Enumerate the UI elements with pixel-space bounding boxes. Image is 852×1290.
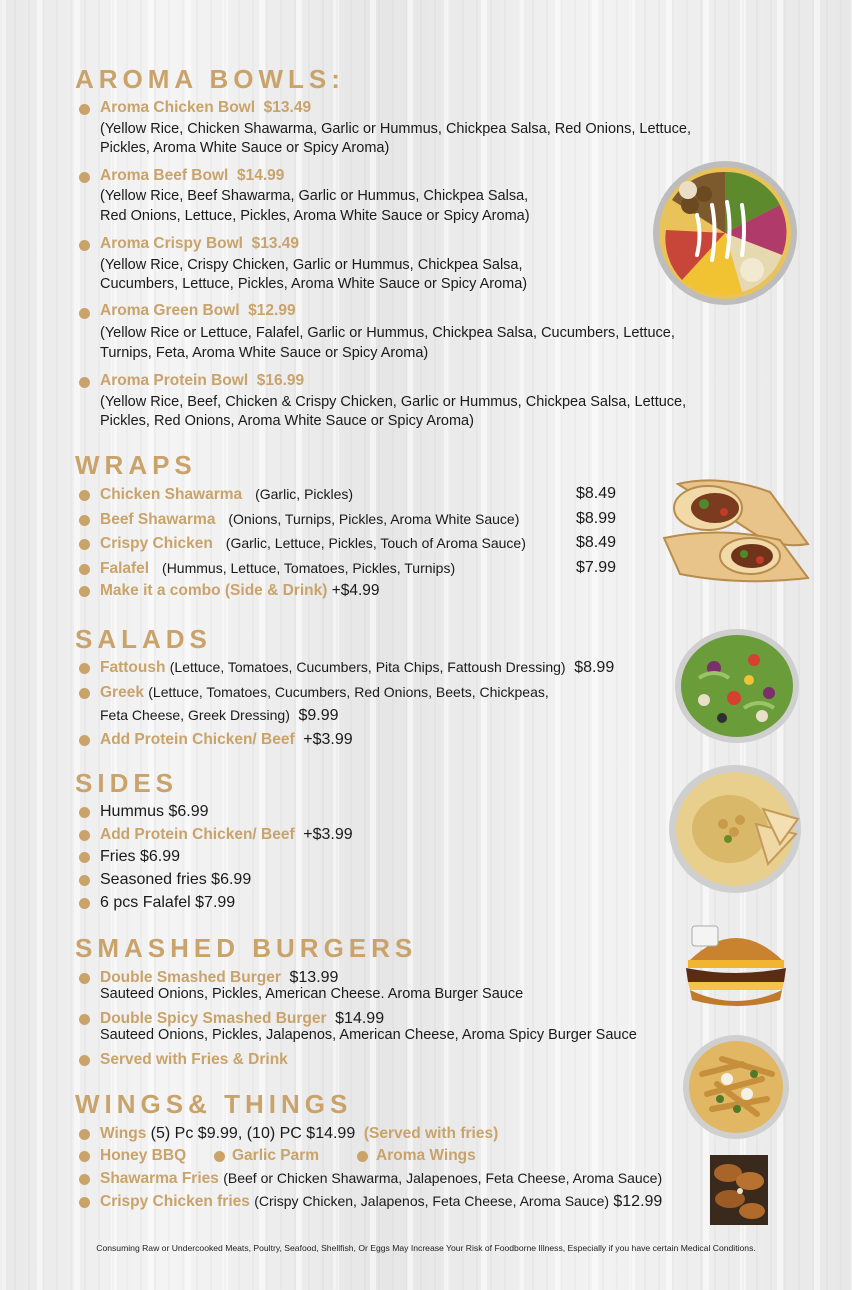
item-price: $13.49 [251,235,300,252]
item-price: $14.99 [236,167,285,184]
flavor-garlic-parm: Garlic Parm [232,1147,320,1164]
bullet-icon [79,1014,90,1025]
item-name: Aroma Chicken Bowl [100,99,256,116]
item-name: Aroma Protein Bowl [100,372,249,389]
item-price: +$4.99 [331,582,380,599]
bullet-icon [79,875,90,886]
bullet-icon [79,830,90,841]
bullet-icon [79,172,90,183]
bowl-photo [652,160,798,306]
bullet-icon [79,539,90,550]
item-name: Falafel [100,560,150,577]
item-text: Hummus $6.99 [100,803,209,820]
section-heading-wings: WINGS& THINGS [75,1089,353,1119]
item-price: $8.49 [576,485,617,502]
bullet-icon [79,688,90,699]
item-price: $9.99 [298,707,339,724]
item-desc: (Yellow Rice, Beef, Chicken & Crispy Chicken, Garlic or Hummus, Chickpea Salsa, Lettuce, [100,394,687,410]
item-desc: (Yellow Rice, Beef Shawarma, Garlic or Hummus, Chickpea Salsa, [100,188,529,204]
bullet-icon [79,240,90,251]
bullet-icon [79,663,90,674]
item-name: Crispy Chicken [100,535,213,552]
section-heading-sides: SIDES [75,768,179,798]
salad-photo [674,628,800,744]
bullet-icon [79,898,90,909]
item-desc: Feta Cheese, Greek Dressing) [100,707,290,723]
item-text: (5) Pc $9.99, (10) PC $14.99 [150,1125,356,1142]
item-name: Served with Fries & Drink [100,1051,288,1068]
section-heading-burgers: SMASHED BURGERS [75,933,418,963]
section-heading-bowls: AROMA BOWLS: [75,64,345,94]
fries-photo [682,1034,790,1140]
item-name: Aroma Crispy Bowl [100,235,243,252]
item-desc: (Lettuce, Tomatoes, Cucumbers, Red Onions, Beets, Chickpeas, [148,684,549,700]
item-price: $13.99 [289,969,339,986]
item-desc: Pickles, Aroma White Sauce or Spicy Aroma) [100,140,390,156]
item-price: $16.99 [256,372,305,389]
item-name: Beef Shawarma [100,511,216,528]
item-price: +$3.99 [303,731,353,748]
item-desc: (Garlic, Lettuce, Pickles, Touch of Aroma Sauce) [225,535,526,551]
item-text: 6 pcs Falafel $7.99 [100,894,236,911]
wings-photo [710,1155,768,1225]
item-desc: Sauteed Onions, Pickles, American Cheese. Aroma Burger Sauce [100,986,524,1002]
section-heading-salads: SALADS [75,624,212,654]
bullet-icon [79,807,90,818]
item-name: Wings [100,1125,147,1142]
item-desc: Turnips, Feta, Aroma White Sauce or Spicy Aroma) [100,345,429,361]
disclaimer-text: Consuming Raw or Undercooked Meats, Poultry, Seafood, Shellfish, Or Eggs May Increase Your Risk of Foodborne Illness, Especially if you have certain Medical Conditions. [96,1243,756,1253]
item-desc: Pickles, Red Onions, Aroma White Sauce or Spicy Aroma) [100,413,474,429]
item-desc: (Crispy Chicken, Jalapenos, Feta Cheese, Aroma Sauce) [254,1193,610,1209]
item-name: Add Protein Chicken/ Beef [100,826,295,843]
hummus-photo [668,764,802,894]
item-name: Shawarma Fries [100,1170,219,1187]
item-desc: (Beef or Chicken Shawarma, Jalapenoes, Feta Cheese, Aroma Sauce) [223,1170,663,1186]
burger-photo [684,920,788,1010]
bullet-icon [79,852,90,863]
item-text: Fries $6.99 [100,848,181,865]
section-heading-wraps: WRAPS [75,450,197,480]
item-name: Aroma Beef Bowl [100,167,229,184]
item-text: Seasoned fries $6.99 [100,871,252,888]
item-name: Make it a combo (Side & Drink) [100,582,328,599]
item-price: $14.99 [335,1010,385,1027]
item-name: Chicken Shawarma [100,486,243,503]
bullet-icon [79,308,90,319]
item-desc: (Lettuce, Tomatoes, Cucumbers, Pita Chips, Fattoush Dressing) [169,659,566,675]
flavor-honey-bbq: Honey BBQ [100,1147,187,1164]
bullet-icon [79,735,90,746]
item-desc: Sauteed Onions, Pickles, Jalapenos, American Cheese, Aroma Spicy Burger Sauce [100,1027,637,1043]
bullet-icon [79,564,90,575]
item-note: (Served with fries) [363,1125,499,1142]
bullet-icon [79,1129,90,1140]
item-desc: (Onions, Turnips, Pickles, Aroma White Sauce) [228,511,520,527]
item-desc: (Yellow Rice, Crispy Chicken, Garlic or Hummus, Chickpea Salsa, [100,257,523,273]
item-desc: Cucumbers, Lettuce, Pickles, Aroma White Sauce or Spicy Aroma) [100,276,528,292]
item-name: Crispy Chicken fries [100,1193,250,1210]
bullet-icon [79,515,90,526]
item-desc: (Yellow Rice or Lettuce, Falafel, Garlic or Hummus, Chickpea Salsa, Cucumbers, Lettuce, [100,325,675,341]
item-name: Double Smashed Burger [100,969,281,986]
item-price: $7.99 [576,559,617,576]
item-desc: (Garlic, Pickles) [255,486,354,502]
bullet-icon [79,1151,90,1162]
item-desc: (Yellow Rice, Chicken Shawarma, Garlic or Hummus, Chickpea Salsa, Red Onions, Lettuce, [100,121,691,137]
bullet-icon [79,490,90,501]
item-name: Greek [100,684,144,701]
flavor-aroma-wings: Aroma Wings [376,1147,476,1164]
item-name: Aroma Green Bowl [100,302,240,319]
bullet-icon [79,586,90,597]
item-price: $8.49 [576,534,617,551]
item-name: Double Spicy Smashed Burger [100,1010,327,1027]
item-desc: (Hummus, Lettuce, Tomatoes, Pickles, Turnips) [162,560,456,576]
item-price: $12.99 [248,302,296,319]
item-price: $8.99 [574,659,615,676]
item-name: Add Protein Chicken/ Beef [100,731,295,748]
item-name: Fattoush [100,659,166,676]
item-desc: Red Onions, Lettuce, Pickles, Aroma White Sauce or Spicy Aroma) [100,208,530,224]
bullet-icon [79,104,90,115]
bullet-icon [79,973,90,984]
bullet-icon [214,1151,225,1162]
bullet-icon [79,1055,90,1066]
item-price: +$3.99 [303,826,353,843]
item-price: $13.49 [263,99,312,116]
bullet-icon [79,1197,90,1208]
bullet-icon [357,1151,368,1162]
item-price: $8.99 [576,510,617,527]
item-price: $12.99 [613,1193,663,1210]
bullet-icon [79,377,90,388]
bullet-icon [79,1174,90,1185]
wrap-photo [660,474,810,586]
